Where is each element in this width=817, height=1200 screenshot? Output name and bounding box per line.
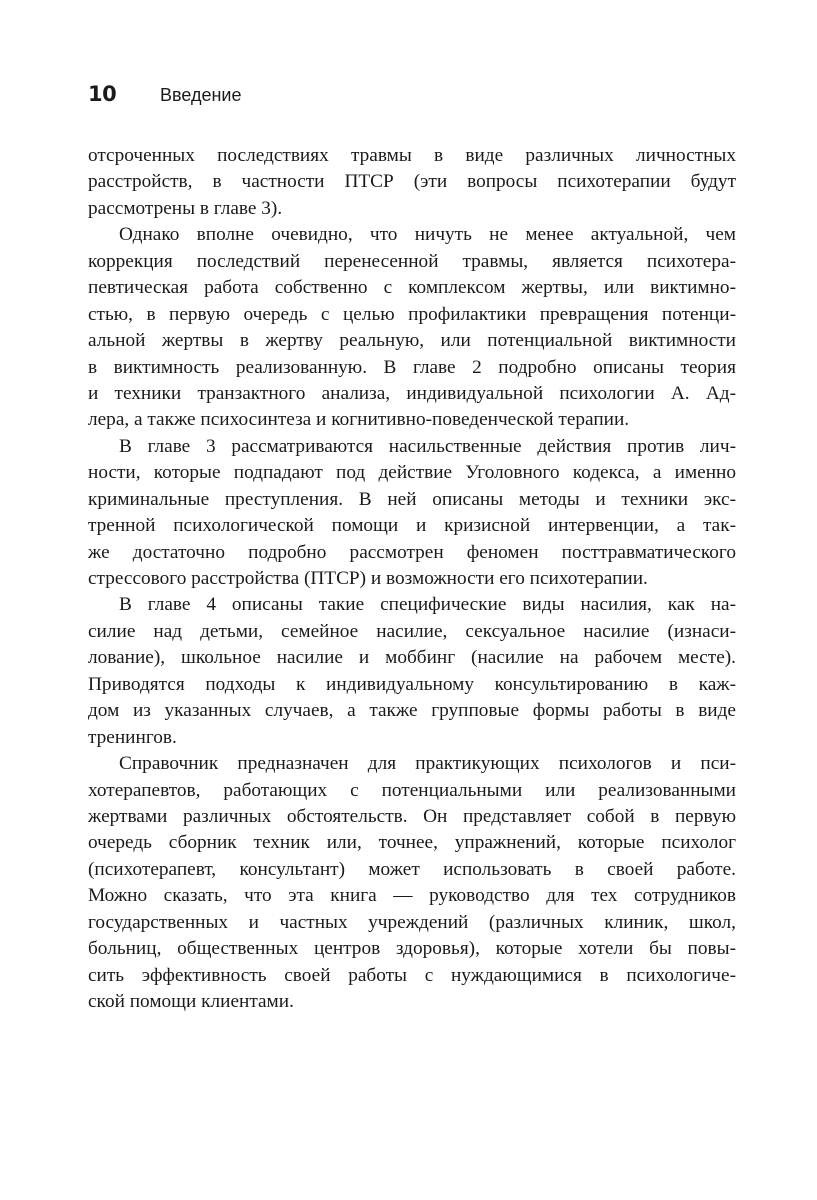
text-line: тренной психологической помощи и кризисной интервенции, а так- — [88, 515, 736, 537]
paragraph-first-line: В главе 3 рассматриваются насильственные действия против лич- — [119, 435, 736, 457]
text-line: лование), школьное насилие и моббинг (насилие на рабочем месте). — [88, 647, 736, 669]
text-line: расстройств, в частности ПТСР (эти вопросы психотерапии будут — [88, 171, 736, 193]
text-line: дом из указанных случаев, а также групповые формы работы в виде — [88, 700, 736, 722]
running-header — [88, 82, 242, 112]
text-line: Можно сказать, что эта книга — руководство для тех сотрудников — [88, 885, 736, 907]
text-line: коррекция последствий перенесенной травмы, является психотера- — [88, 250, 736, 272]
text-line: государственных и частных учреждений (различных клиник, школ, — [88, 911, 736, 933]
text-line: сить эффективность своей работы с нуждающимися в психологиче- — [88, 964, 736, 986]
text-line: в виктимность реализованную. В главе 2 подробно описаны теория — [88, 356, 736, 378]
text-line: альной жертвы в жертву реальную, или потенциальной виктимности — [88, 330, 736, 352]
body-text — [88, 143, 736, 1015]
paragraph-first-line: В главе 4 описаны такие специфические виды насилия, как на- — [119, 594, 736, 616]
paragraph-first-line: Однако вполне очевидно, что ничуть не менее актуальной, чем — [119, 224, 736, 246]
text-line: отсроченных последствиях травмы в виде различных личностных — [88, 145, 736, 166]
text-line: певтическая работа собственно с комплексом жертвы, или виктимно- — [88, 277, 736, 299]
text-line: рассмотрены в главе 3). — [88, 197, 283, 219]
text-line: очередь сборник техник или, точнее, упражнений, которые психолог — [88, 832, 736, 854]
page-number: 10 — [88, 82, 117, 106]
paragraph-first-line: Справочник предназначен для практикующих психологов и пси- — [119, 753, 736, 775]
text-line: лера, а также психосинтеза и когнитивно-поведенческой терапии. — [88, 409, 630, 431]
text-line: ности, которые подпадают под действие Уголовного кодекса, а именно — [88, 462, 736, 484]
text-line: ской помощи клиентами. — [88, 991, 294, 1012]
text-line: же достаточно подробно рассмотрен феномен посттравматического — [88, 541, 736, 563]
text-line: стрессового расстройства (ПТСР) и возможности его психотерапии. — [88, 568, 648, 589]
text-line: жертвами различных обстоятельств. Он представляет собой в первую — [88, 805, 736, 827]
text-line: криминальные преступления. В ней описаны методы и техники экс- — [88, 488, 736, 510]
section-title: Введение — [160, 85, 242, 105]
text-line: тренингов. — [88, 726, 177, 748]
text-line: больниц, общественных центров здоровья), которые хотели бы повы- — [88, 938, 736, 960]
text-line: и техники транзактного анализа, индивидуальной психологии А. Ад- — [88, 382, 736, 404]
text-line: хотерапевтов, работающих с потенциальными или реализованными — [88, 779, 736, 801]
text-line: Приводятся подходы к индивидуальному консультированию в каж- — [88, 673, 736, 695]
text-line: (психотерапевт, консультант) может использовать в своей работе. — [88, 858, 736, 880]
text-line: стью, в первую очередь с целью профилактики превращения потенци- — [88, 303, 736, 325]
text-line: силие над детьми, семейное насилие, сексуальное насилие (изнаси- — [88, 620, 736, 642]
